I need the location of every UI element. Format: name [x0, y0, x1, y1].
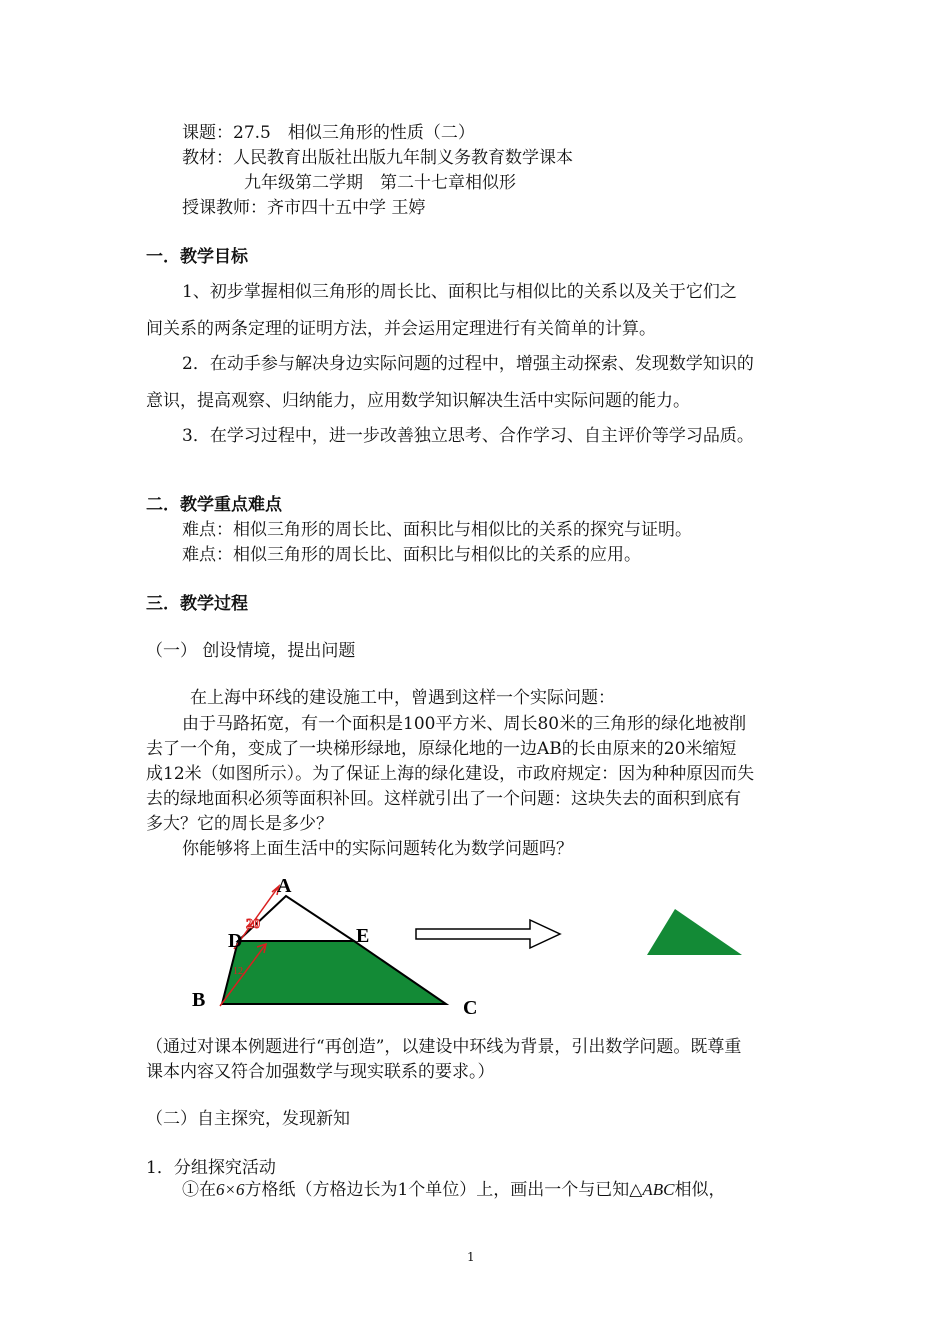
label-12: 12 — [233, 966, 243, 977]
vertex-b: B — [192, 989, 206, 1011]
step-prefix: ①在 — [182, 1180, 216, 1200]
step-suffix: 相似， — [674, 1180, 726, 1200]
small-green-triangle — [647, 909, 742, 955]
activity-title: 1．分组探究活动 — [146, 1158, 276, 1178]
goal-2-line-1: 2．在动手参与解决身边实际问题的过程中，增强主动探索、发现数学知识的 — [182, 354, 754, 374]
label-20: 20 — [246, 917, 260, 932]
grid-size: 6×6 — [216, 1180, 245, 1199]
vertex-d: D — [228, 930, 243, 952]
problem-line-4: 去的绿地面积必须等面积补回。这样就引出了一个问题：这块失去的面积到底有 — [146, 789, 741, 809]
green-trapezoid — [222, 941, 446, 1004]
vertex-c: C — [463, 997, 478, 1019]
goal-1-line-1: 1、初步掌握相似三角形的周长比、面积比与相似比的关系以及关于它们之 — [182, 282, 737, 302]
activity-step-1 — [182, 1179, 725, 1201]
problem-line-5: 多大？它的周长是多少？ — [146, 814, 333, 834]
subsection-1-title: （一） 创设情境，提出问题 — [146, 641, 356, 661]
problem-line-1: 由于马路拓宽，有一个面积是100平方米、周长80米的三角形的绿化地被削 — [182, 714, 747, 734]
difficulty-2: 难点：相似三角形的周长比、面积比与相似比的关系的应用。 — [182, 545, 641, 565]
problem-intro: 在上海中环线的建设施工中，曾遇到这样一个实际问题： — [190, 688, 615, 708]
goal-3: 3．在学习过程中，进一步改善独立思考、合作学习、自主评价等学习品质。 — [182, 426, 754, 446]
grade-info: 九年级第二学期 第二十七章相似形 — [244, 173, 516, 193]
trapezoid-figure — [150, 862, 770, 1032]
triangle-abc: ABC — [642, 1180, 675, 1199]
vertex-e: E — [356, 925, 370, 947]
teaching-note-line-1: （通过对课本例题进行“再创造”，以建设中环线为背景，引出数学问题。既尊重 — [146, 1037, 742, 1057]
textbook-info: 教材：人民教育出版社出版九年制义务教育数学课本 — [182, 148, 573, 168]
vertex-a: A — [277, 875, 292, 897]
page-number: 1 — [467, 1250, 475, 1264]
goal-1-line-2: 间关系的两条定理的证明方法，并会运用定理进行有关简单的计算。 — [146, 319, 656, 339]
problem-question: 你能够将上面生活中的实际问题转化为数学问题吗？ — [182, 839, 573, 859]
section-title-goals: 一．教学目标 — [146, 247, 248, 267]
lesson-topic: 课题：27.5 相似三角形的性质（二） — [182, 123, 475, 143]
hollow-arrow — [416, 920, 560, 948]
step-middle: 方格纸（方格边长为1个单位）上，画出一个与已知△ — [244, 1180, 643, 1200]
section-title-process: 三．教学过程 — [146, 594, 248, 614]
difficulty-1: 难点：相似三角形的周长比、面积比与相似比的关系的探究与证明。 — [182, 520, 692, 540]
goal-2-line-2: 意识，提高观察、归纳能力，应用数学知识解决生活中实际问题的能力。 — [146, 391, 690, 411]
teacher-info: 授课教师：齐市四十五中学 王婷 — [182, 198, 426, 218]
teaching-note-line-2: 课本内容又符合加强数学与现实联系的要求。） — [146, 1062, 495, 1082]
problem-line-3: 成12米（如图所示）。为了保证上海的绿化建设，市政府规定：因为种种原因而失 — [146, 764, 755, 784]
subsection-2-title: （二）自主探究，发现新知 — [146, 1109, 350, 1129]
section-title-key-points: 二．教学重点难点 — [146, 495, 282, 515]
problem-line-2: 去了一个角，变成了一块梯形绿地，原绿化地的一边AB的长由原来的20米缩短 — [146, 739, 737, 759]
